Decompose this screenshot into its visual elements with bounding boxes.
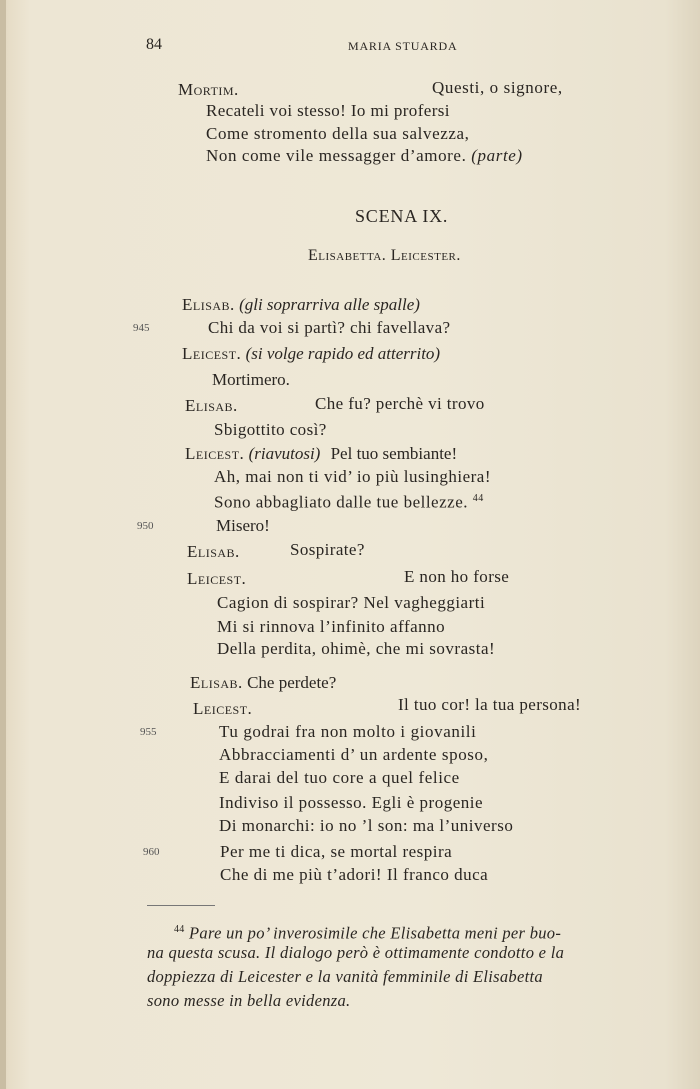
footnote-line: sono messe in bella evidenza. [147, 991, 351, 1010]
verse-line: Cagion di sospirar? Nel vagheggiarti [217, 593, 486, 612]
footnote-ref: 44 [472, 493, 484, 504]
footnote-line [174, 920, 561, 944]
footnote-rule [147, 905, 215, 906]
speaker: Leicest. [187, 569, 247, 588]
page-number: 84 [146, 36, 162, 53]
footnote-text: Pare un po’ inverosimile che Elisabetta meni per buo- [189, 923, 562, 943]
verse-line: Tu godrai fra non molto i giovanili [219, 722, 477, 741]
verse-line: Sbigottito così? [214, 420, 327, 439]
verse-line: Di monarchi: io no ’l son: ma l’universo [219, 816, 514, 835]
verse-line: Ah, mai non ti vid’ io più lusinghiera! [214, 467, 491, 486]
stage-direction: (gli soprarriva alle spalle) [239, 295, 420, 314]
verse-text: Sono abbagliato dalle tue bellezze. [214, 492, 468, 512]
verse-line: Mortimero. [212, 370, 290, 389]
scene-title: SCENA IX. [355, 206, 449, 226]
speaker: Leicest. [182, 344, 242, 363]
verse-line: Che fu? perchè vi trovo [315, 394, 485, 413]
verse-line: Recateli voi stesso! Io mi profersi [206, 101, 450, 120]
footnote-line: na questa scusa. Il dialogo però è ottimamente condotto e la [147, 943, 565, 962]
verse-line: Questi, o signore, [432, 78, 563, 97]
verse-line: E darai del tuo core a quel felice [219, 768, 460, 787]
verse-line: Della perdita, ohimè, che mi sovrasta! [217, 639, 496, 658]
speaker: Mortim. [178, 80, 239, 99]
verse-line: E non ho forse [404, 567, 510, 586]
verse-line [214, 489, 484, 513]
speaker: Leicest. [185, 444, 245, 463]
speaker: Elisab. [190, 673, 243, 692]
page-edge [0, 0, 6, 1089]
verse-line: Che di me più t’adori! Il franco duca [220, 865, 489, 884]
speaker: Leicest. [193, 699, 253, 718]
speaker: Elisab. [185, 396, 238, 415]
footnote-number: 44 [174, 924, 185, 935]
scene-characters: Elisabetta. Leicester. [308, 247, 461, 264]
verse-line: Chi da voi si partì? chi favellava? [208, 318, 451, 337]
verse-text: Che perdete? [247, 673, 337, 692]
speaker: Elisab. [187, 542, 240, 561]
line-number: 960 [143, 846, 160, 858]
verse-line [206, 146, 523, 166]
verse-line: Mi si rinnova l’infinito affanno [217, 617, 446, 636]
verse-text: Pel tuo sembiante! [330, 444, 458, 463]
speaker: Elisab. [182, 295, 235, 314]
stage-direction: (riavutosi) [248, 444, 321, 463]
line-number: 955 [140, 726, 157, 738]
verse-text: Non come vile messagger d’amore. [206, 146, 467, 165]
verse-line: Misero! [216, 516, 270, 535]
running-title: MARIA STUARDA [348, 39, 458, 53]
verse-line: Sospirate? [290, 540, 365, 559]
stage-direction: (parte) [471, 146, 523, 165]
line-number: 945 [133, 322, 150, 334]
footnote-line: doppiezza di Leicester e la vanità femminile di Elisabetta [147, 967, 543, 986]
verse-line: Come stromento della sua salvezza, [206, 124, 470, 143]
verse-line: Per me ti dica, se mortal respira [220, 842, 453, 861]
verse-line: Il tuo cor! la tua persona! [398, 695, 582, 714]
verse-line: Abbracciamenti d’ un ardente sposo, [219, 745, 489, 764]
verse-line: Indiviso il possesso. Egli è progenie [219, 793, 484, 812]
stage-direction: (si volge rapido ed atterrito) [245, 344, 441, 363]
line-number: 950 [137, 520, 154, 532]
